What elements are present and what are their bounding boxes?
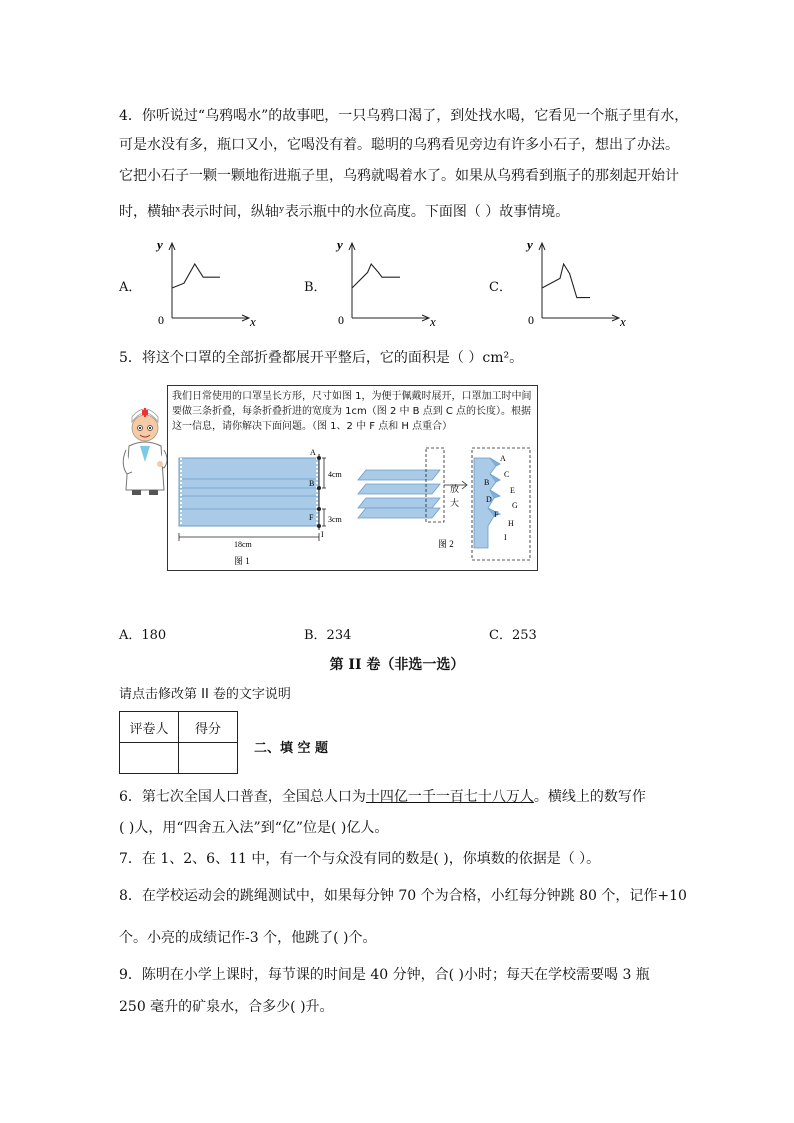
dim-18cm: 18cm: [234, 540, 252, 549]
score-table: [119, 711, 238, 774]
axis-label-x: x: [620, 314, 626, 329]
figure-1: [170, 444, 360, 568]
q8-line-2: 个。小亮的成绩记作-3 个，他跳了( )个。: [119, 930, 377, 946]
q6-text-b: 。横线上的数写作: [533, 789, 646, 805]
water-level-line: [542, 264, 590, 298]
dim-3cm: 3cm: [328, 515, 342, 524]
mask-info-text: 我们日常使用的口罩呈长方形，尺寸如图 1，为便于佩戴时展开，口罩加工时中间要做三条折叠，每条折叠折进的宽度为 1cm（图 2 中 B 点到 C 点的长度）。根据这一信息，请你解决下面问题。（图 1、2 中 F 点和 H 点重合）: [172, 391, 532, 432]
q5-stem: 5．将这个口罩的全部折叠都展开平整后，它的面积是（ ）cm²。: [119, 350, 524, 366]
fig2-point-g: G: [512, 501, 518, 510]
graph-b: [330, 234, 445, 330]
q5-option-a: A．180: [119, 628, 167, 643]
zoom-char-2: 大: [450, 498, 460, 508]
part2-title: 第 II 卷（非选一选）: [329, 657, 465, 673]
q5-option-c: C．253: [489, 628, 537, 643]
score-cell[interactable]: [179, 743, 238, 774]
q8-line-1: 8．在学校运动会的跳绳测试中，如果每分钟 70 个为合格，小红每分钟跳 80 个，记作+10: [119, 888, 687, 904]
option-c-label: C．: [489, 280, 512, 295]
figure-1-caption: 图 1: [234, 556, 250, 566]
origin-label: 0: [158, 313, 164, 327]
point-i: I: [321, 530, 324, 539]
q4-line-2: 可是水没有多，瓶口又小，它喝没有着。聪明的乌鸦看见旁边有许多小石子，想出了办法。: [119, 137, 679, 153]
doctor-icon: [120, 402, 170, 496]
fig2-point-d: D: [486, 495, 492, 504]
fig2-point-h: H: [508, 519, 514, 528]
graph-c: [520, 234, 635, 330]
point-a: A: [310, 448, 316, 457]
fig2-point-c: C: [504, 470, 510, 479]
figure-2-caption: 图 2: [438, 539, 454, 549]
section-title: 二、填 空 题: [254, 741, 329, 756]
axis-label-x: x: [430, 314, 436, 329]
point-f: F: [309, 513, 314, 522]
q6-text-a: 6．第七次全国人口普查，全国总人口为: [119, 789, 366, 805]
option-a-label: A．: [119, 280, 142, 295]
score-header: 得分: [179, 712, 238, 743]
origin-label: 0: [528, 313, 534, 327]
fig2-point-e: E: [510, 486, 515, 495]
point-b: B: [309, 479, 315, 488]
grader-cell[interactable]: [120, 743, 179, 774]
zoom-char-1: 放: [450, 484, 460, 494]
q9-line-2: 250 毫升的矿泉水，合多少( )升。: [119, 999, 334, 1015]
fig2-point-f: F: [494, 510, 499, 519]
dim-4cm: 4cm: [328, 470, 342, 479]
axis-label-x: x: [250, 314, 256, 329]
axis-label-y: y: [527, 237, 533, 252]
origin-label: 0: [338, 313, 344, 327]
fig2-point-a: A: [500, 454, 506, 463]
figure-2: [356, 444, 536, 564]
q4-line-4: 时，横轴ˣ表示时间，纵轴ʸ表示瓶中的水位高度。下面图（ ）故事情境。: [119, 204, 570, 220]
q9-line-1: 9．陈明在小学上课时，每节课的时间是 40 分钟，合( )小时；每天在学校需要喝 3 瓶: [119, 967, 650, 983]
q4-line-3: 它把小石子一颗一颗地衔进瓶子里，乌鸦就喝着水了。如果从乌鸦看到瓶子的那刻起开始计: [119, 168, 679, 184]
q4-line-1: 4．你听说过“乌鸦喝水”的故事吧，一只乌鸦口渴了，到处找水喝，它看见一个瓶子里有水，: [119, 108, 689, 124]
fig2-point-b: B: [484, 478, 490, 487]
part2-note: 请点击修改第 II 卷的文字说明: [119, 687, 291, 702]
option-b-label: B．: [304, 280, 327, 295]
q5-option-b: B．234: [304, 628, 352, 643]
grader-header: 评卷人: [120, 712, 179, 743]
q7-line: 7．在 1、2、6、11 中，有一个与众没有同的数是( )，你填数的依据是（ ）。: [119, 851, 601, 867]
axis-label-y: y: [157, 237, 163, 252]
q6-line-1: [119, 787, 646, 807]
fig2-point-i: I: [504, 533, 507, 542]
q6-underlined: 十四亿一千一百七十八万人: [365, 789, 534, 805]
water-level-line: [352, 264, 400, 288]
axis-label-y: y: [337, 237, 343, 252]
water-level-line: [172, 264, 220, 288]
q6-line-2: ( )人，用“四舍五入法”到“亿”位是( )亿人。: [119, 820, 389, 836]
graph-a: [150, 234, 265, 330]
